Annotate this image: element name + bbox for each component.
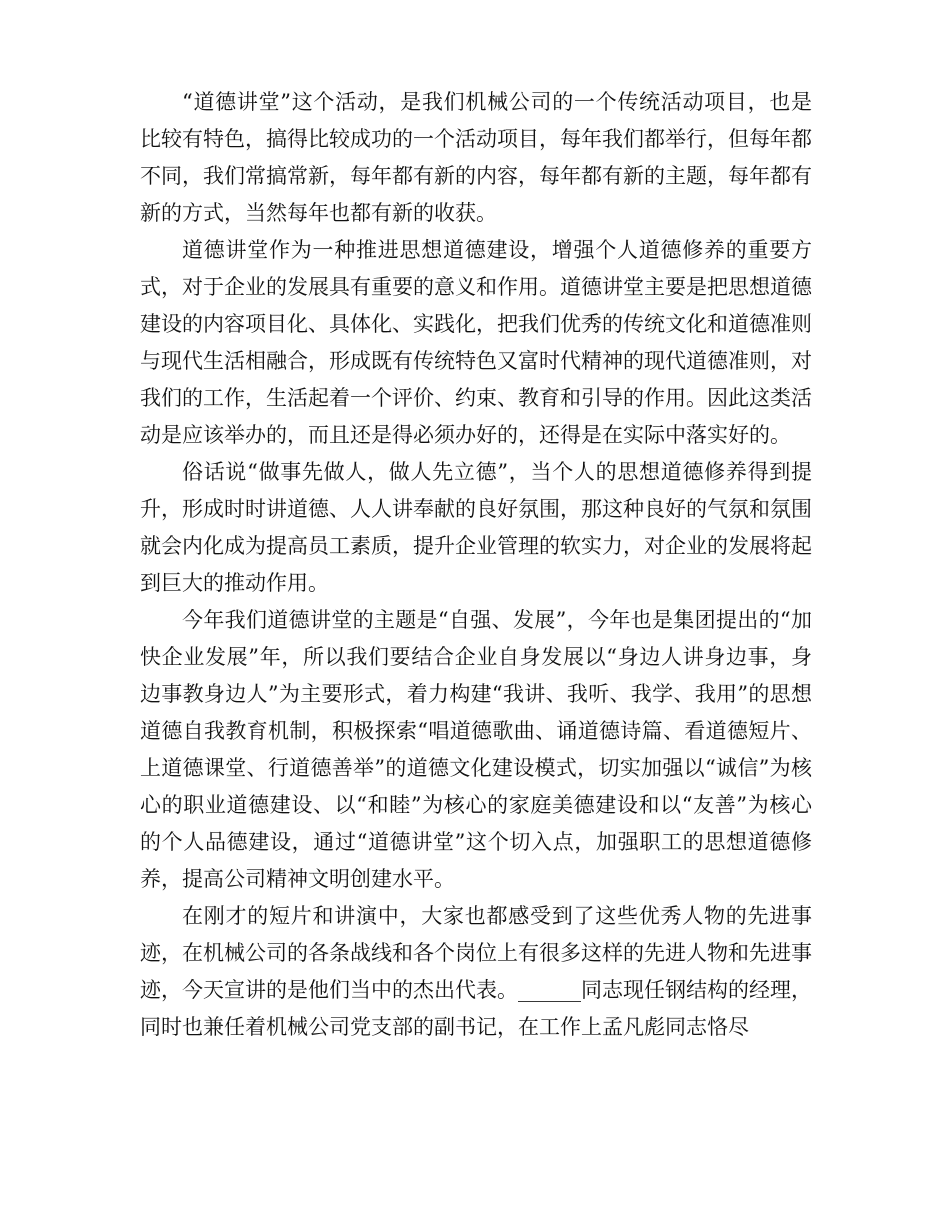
paragraph-2: 道德讲堂作为一种推进思想道德建设，增强个人道德修养的重要方式，对于企业的发展具有重要的意义和作用。道德讲堂主要是把思想道德建设的内容项目化、具体化、实践化，把我们优秀的传统文化和道德准则与现代生活相融合，形成既有传统特色又富时代精神的现代道德准则，对我们的工作，生活起着一个评价、约束、教育和引导的作用。因此这类活动是应该举办的，而且还是得必须办好的，还得是在实际中落实好的。	[140, 238, 812, 447]
paragraph-1: “道德讲堂”这个活动，是我们机械公司的一个传统活动项目，也是比较有特色，搞得比较成功的一个活动项目，每年我们都举行，但每年都不同，我们常搞常新，每年都有新的内容，每年都有新的主题，每年都有新的方式，当然每年也都有新的收获。	[140, 90, 812, 225]
paragraph-4: 今年我们道德讲堂的主题是“自强、发展”，今年也是集团提出的“加快企业发展”年，所以我们要结合企业自身发展以“身边人讲身边事，身边事教身边人”为主要形式，着力构建“我讲、我听、我学、我用”的思想道德自我教育机制，积极探索“唱道德歌曲、诵道德诗篇、看道德短片、上道德课堂、行道德善举”的道德文化建设模式，切实加强以“诚信”为核心的职业道德建设、以“和睦”为核心的家庭美德建设和以“友善”为核心的个人品德建设，通过“道德讲堂”这个切入点，加强职工的思想道德修养，提高公司精神文明创建水平。	[140, 608, 812, 891]
document-body	[140, 84, 812, 1046]
paragraph-5: 在刚才的短片和讲演中，大家也都感受到了这些优秀人物的先进事迹，在机械公司的各条战线和各个岗位上有很多这样的先进人物和先进事迹，今天宣讲的是他们当中的杰出代表。______同志现任钢结构的经理，同时也兼任着机械公司党支部的副书记，在工作上孟凡彪同志恪尽	[140, 904, 812, 1039]
paragraph-3: 俗话说“做事先做人，做人先立德”，当个人的思想道德修养得到提升，形成时时讲道德、人人讲奉献的良好氛围，那这种良好的气氛和氛围就会内化成为提高员工素质，提升企业管理的软实力，对企业的发展将起到巨大的推动作用。	[140, 460, 812, 595]
